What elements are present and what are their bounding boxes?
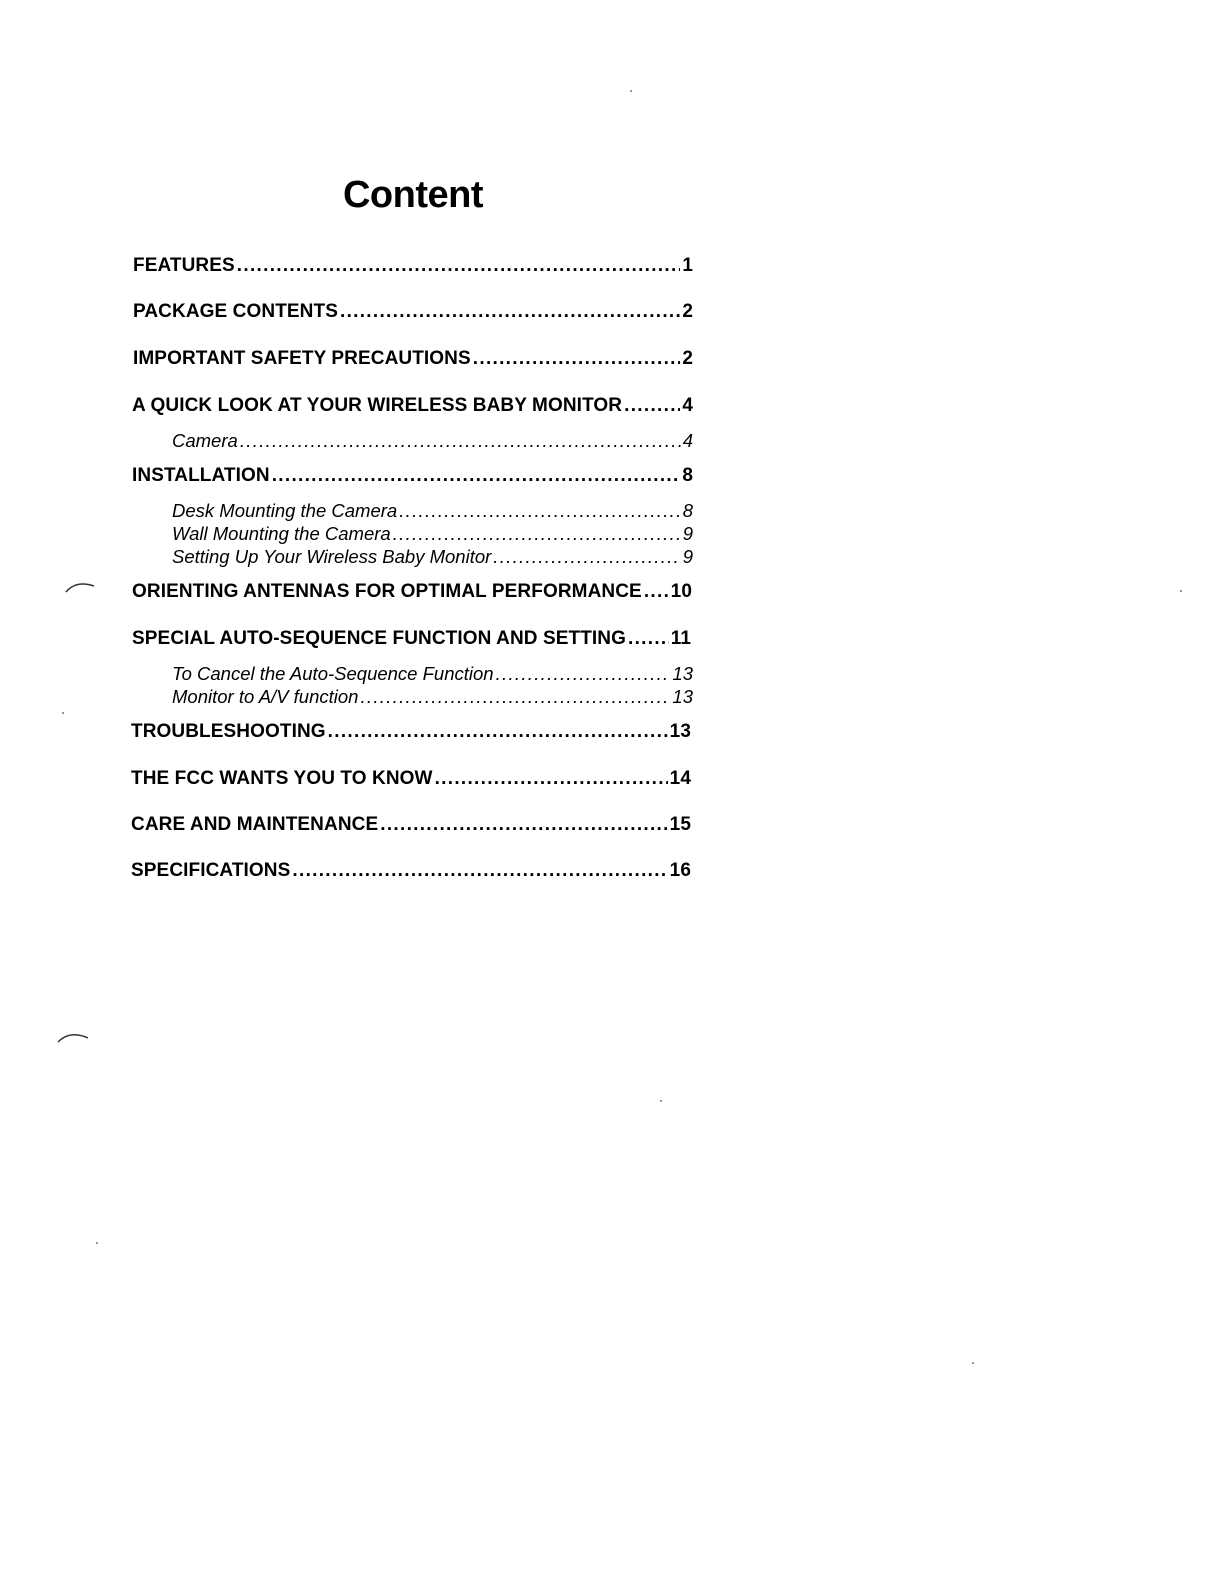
scan-speck bbox=[62, 712, 64, 714]
toc-page-number: 8 bbox=[682, 500, 693, 521]
scan-speck bbox=[1180, 590, 1182, 592]
toc-leader-dots bbox=[435, 768, 668, 790]
toc-entry-label: IMPORTANT SAFETY PRECAUTIONS bbox=[133, 348, 471, 369]
toc-entry-label: FEATURES bbox=[133, 255, 235, 276]
toc-page-number: 13 bbox=[672, 663, 693, 684]
toc-entry-quick-look[interactable] bbox=[132, 395, 693, 417]
toc-entry-auto-sequence[interactable] bbox=[132, 628, 691, 650]
toc-page-number: 10 bbox=[670, 581, 692, 602]
toc-entry-label: Setting Up Your Wireless Baby Monitor bbox=[172, 546, 492, 567]
toc-subentry-desk-mounting[interactable] bbox=[172, 500, 693, 522]
toc-entry-label: THE FCC WANTS YOU TO KNOW bbox=[131, 768, 433, 789]
toc-subentry-wall-mounting[interactable] bbox=[172, 523, 693, 545]
toc-entry-label: ORIENTING ANTENNAS FOR OPTIMAL PERFORMANCE bbox=[132, 581, 642, 602]
toc-page-number: 1 bbox=[682, 255, 693, 276]
toc-entry-label: TROUBLESHOOTING bbox=[131, 721, 326, 742]
toc-page-number: 14 bbox=[669, 768, 691, 789]
toc-page-number: 13 bbox=[672, 686, 693, 707]
toc-page-number: 15 bbox=[669, 814, 691, 835]
toc-entry-orienting-antennas[interactable] bbox=[132, 581, 692, 603]
toc-leader-dots bbox=[493, 546, 680, 568]
toc-page-number: 4 bbox=[682, 395, 693, 416]
toc-subentry-cancel-auto-sequence[interactable] bbox=[172, 663, 693, 685]
toc-entry-label: SPECIFICATIONS bbox=[131, 860, 291, 881]
toc-leader-dots bbox=[272, 465, 681, 487]
toc-entry-important-safety-precautions[interactable] bbox=[133, 348, 693, 370]
toc-leader-dots bbox=[240, 430, 681, 452]
page-title: Content bbox=[342, 174, 484, 216]
toc-page-number: 11 bbox=[670, 628, 691, 649]
toc-page-number: 9 bbox=[682, 523, 693, 544]
toc-leader-dots bbox=[328, 721, 668, 743]
toc-leader-dots bbox=[473, 348, 681, 370]
toc-leader-dots bbox=[496, 663, 671, 685]
toc-leader-dots bbox=[380, 814, 667, 836]
toc-leader-dots bbox=[292, 860, 667, 882]
toc-page-number: 9 bbox=[682, 546, 693, 567]
toc-leader-dots bbox=[393, 523, 681, 545]
toc-entry-label: PACKAGE CONTENTS bbox=[133, 301, 338, 322]
scan-speck bbox=[972, 1362, 974, 1364]
toc-page-number: 2 bbox=[682, 301, 693, 322]
scan-mark bbox=[56, 1030, 90, 1044]
toc-entry-installation[interactable] bbox=[132, 465, 693, 487]
toc-entry-label: Wall Mounting the Camera bbox=[172, 523, 391, 544]
toc-entry-features[interactable] bbox=[133, 255, 693, 277]
toc-page-number: 4 bbox=[682, 430, 693, 451]
toc-leader-dots bbox=[399, 500, 681, 522]
toc-page-number: 16 bbox=[669, 860, 691, 881]
toc-entry-label: SPECIAL AUTO-SEQUENCE FUNCTION AND SETTING bbox=[132, 628, 627, 649]
scan-mark bbox=[64, 580, 98, 594]
toc-page-number: 2 bbox=[682, 348, 693, 369]
toc-subentry-camera[interactable] bbox=[172, 430, 693, 452]
toc-page-number: 8 bbox=[682, 465, 693, 486]
toc-leader-dots bbox=[237, 255, 681, 277]
toc-entry-care-maintenance[interactable] bbox=[131, 814, 691, 836]
toc-entry-label: INSTALLATION bbox=[132, 465, 270, 486]
toc-subentry-monitor-av[interactable] bbox=[172, 686, 693, 708]
toc-leader-dots bbox=[360, 686, 670, 708]
toc-leader-dots bbox=[644, 581, 669, 603]
toc-entry-label: Desk Mounting the Camera bbox=[172, 500, 398, 521]
toc-entry-label: A QUICK LOOK AT YOUR WIRELESS BABY MONITOR bbox=[132, 395, 623, 416]
toc-leader-dots bbox=[628, 628, 669, 650]
toc-entry-label: Monitor to A/V function bbox=[172, 686, 359, 707]
scan-speck bbox=[660, 1100, 662, 1102]
scan-speck bbox=[630, 90, 632, 92]
toc-subentry-setting-up[interactable] bbox=[172, 546, 693, 568]
toc-entry-label: Camera bbox=[172, 430, 238, 451]
toc-entry-troubleshooting[interactable] bbox=[131, 721, 691, 743]
scan-speck bbox=[96, 1242, 98, 1244]
toc-leader-dots bbox=[340, 301, 680, 323]
toc-entry-fcc[interactable] bbox=[131, 768, 691, 790]
toc-entry-label: To Cancel the Auto-Sequence Function bbox=[172, 663, 494, 684]
toc-leader-dots bbox=[624, 395, 680, 417]
toc-entry-specifications[interactable] bbox=[131, 860, 691, 882]
toc-entry-package-contents[interactable] bbox=[133, 301, 693, 323]
toc-entry-label: CARE AND MAINTENANCE bbox=[131, 814, 379, 835]
toc-page-number: 13 bbox=[669, 721, 691, 742]
